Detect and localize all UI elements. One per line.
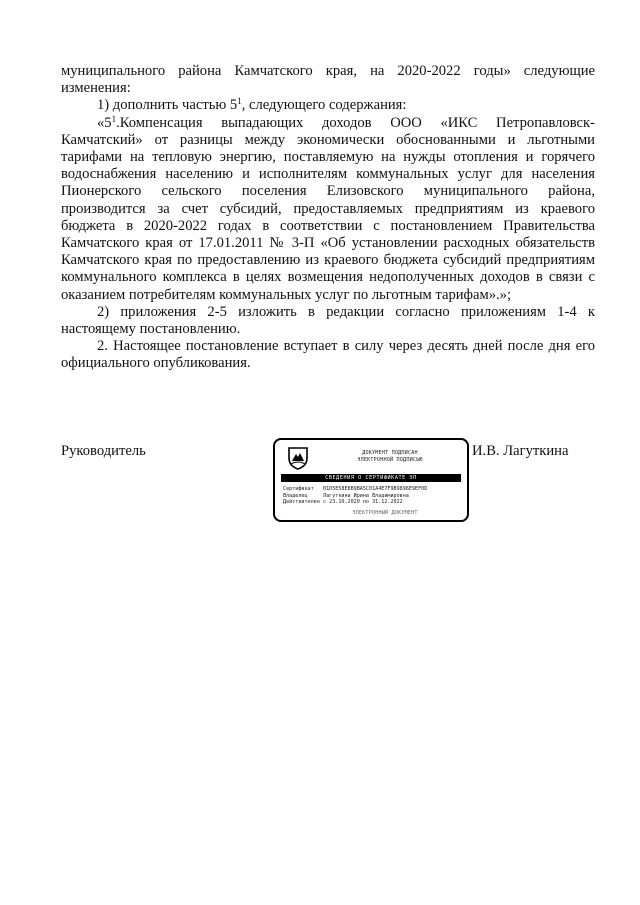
quoted-part-text: .Компенсация выпадающих доходов ООО «ИКС Петропавловск-Камчатский» от разницы между экономически обоснованными и льготными тарифами на тепловую энергию, поставляемую на нужды отопления и горячего водоснабжения населению и исполнителям коммунальных услуг для населения Пионерского сельского поселения Елизовского муниципального района, производится за счет субсидий, предоставляемых предприятиям из краевого бюджета в 2020-2022 годах в соответствии с постановлением Правительства Камчатского края от 17.01.2011 № 3-П «Об установлении расходных обязательств Камчатского края по предоставлению из краевого бюджета субсидий предприятиям коммунального комплекса в целях возмещения недополученных доходов в связи с оказанием потребителям коммунальных услуг по льготным тарифам».»; xyxy=(61,114,595,303)
stamp-row-value: Лагуткина Ирина Владимировна xyxy=(323,492,409,499)
stamp-title-line-2: ЭЛЕКТРОННОЙ ПОДПИСЬЮ xyxy=(357,457,423,463)
paragraph-quoted-part xyxy=(61,115,595,304)
stamp-row-key: Владелец xyxy=(283,492,308,499)
signer-position: Руководитель xyxy=(61,443,146,459)
stamp-row-value: с 23.10.2020 по 31.12.2022 xyxy=(323,499,403,506)
stamp-row-value: 01D5E58E8B9BA5C01A4E7F9B9896E9EF0D xyxy=(323,486,428,492)
signer-name: И.В. Лагуткина xyxy=(472,443,569,459)
stamp-row-validity xyxy=(283,499,465,506)
quoted-part-number: «5 xyxy=(97,114,112,131)
item-1-superscript: 1 xyxy=(237,96,242,107)
paragraph-item-1 xyxy=(61,97,595,114)
paragraph-item-2: 2) приложения 2-5 изложить в редакции согласно приложениям 1-4 к настоящему постановлению. xyxy=(61,303,595,338)
paragraph-continuation: муниципального района Камчатского края, на 2020-2022 годы» следующие изменения: xyxy=(61,63,595,97)
stamp-title-line-1: ДОКУМЕНТ ПОДПИСАН xyxy=(362,450,418,456)
electronic-signature-stamp xyxy=(273,438,469,522)
document-body xyxy=(61,63,595,373)
stamp-row-key: Действителен xyxy=(283,499,320,506)
coat-of-arms-icon xyxy=(287,446,309,470)
stamp-row-key: Сертификат xyxy=(283,486,314,492)
stamp-row-certificate xyxy=(283,486,465,493)
quoted-part-superscript: 1 xyxy=(111,113,117,124)
paragraph-effective-date: 2. Настоящее постановление вступает в силу через десять дней после дня его официального опубликования. xyxy=(61,338,595,372)
stamp-title xyxy=(335,450,445,464)
stamp-row-owner xyxy=(283,493,465,500)
item-1-text: 1) дополнить частью 5 xyxy=(97,97,238,114)
stamp-footer-note: ЭЛЕКТРОННЫЙ ДОКУМЕНТ xyxy=(352,510,418,516)
item-1-text-tail: , следующего содержания: xyxy=(241,97,407,114)
stamp-details xyxy=(283,486,465,506)
stamp-certificate-header: СВЕДЕНИЯ О СЕРТИФИКАТЕ ЭП xyxy=(281,474,461,482)
